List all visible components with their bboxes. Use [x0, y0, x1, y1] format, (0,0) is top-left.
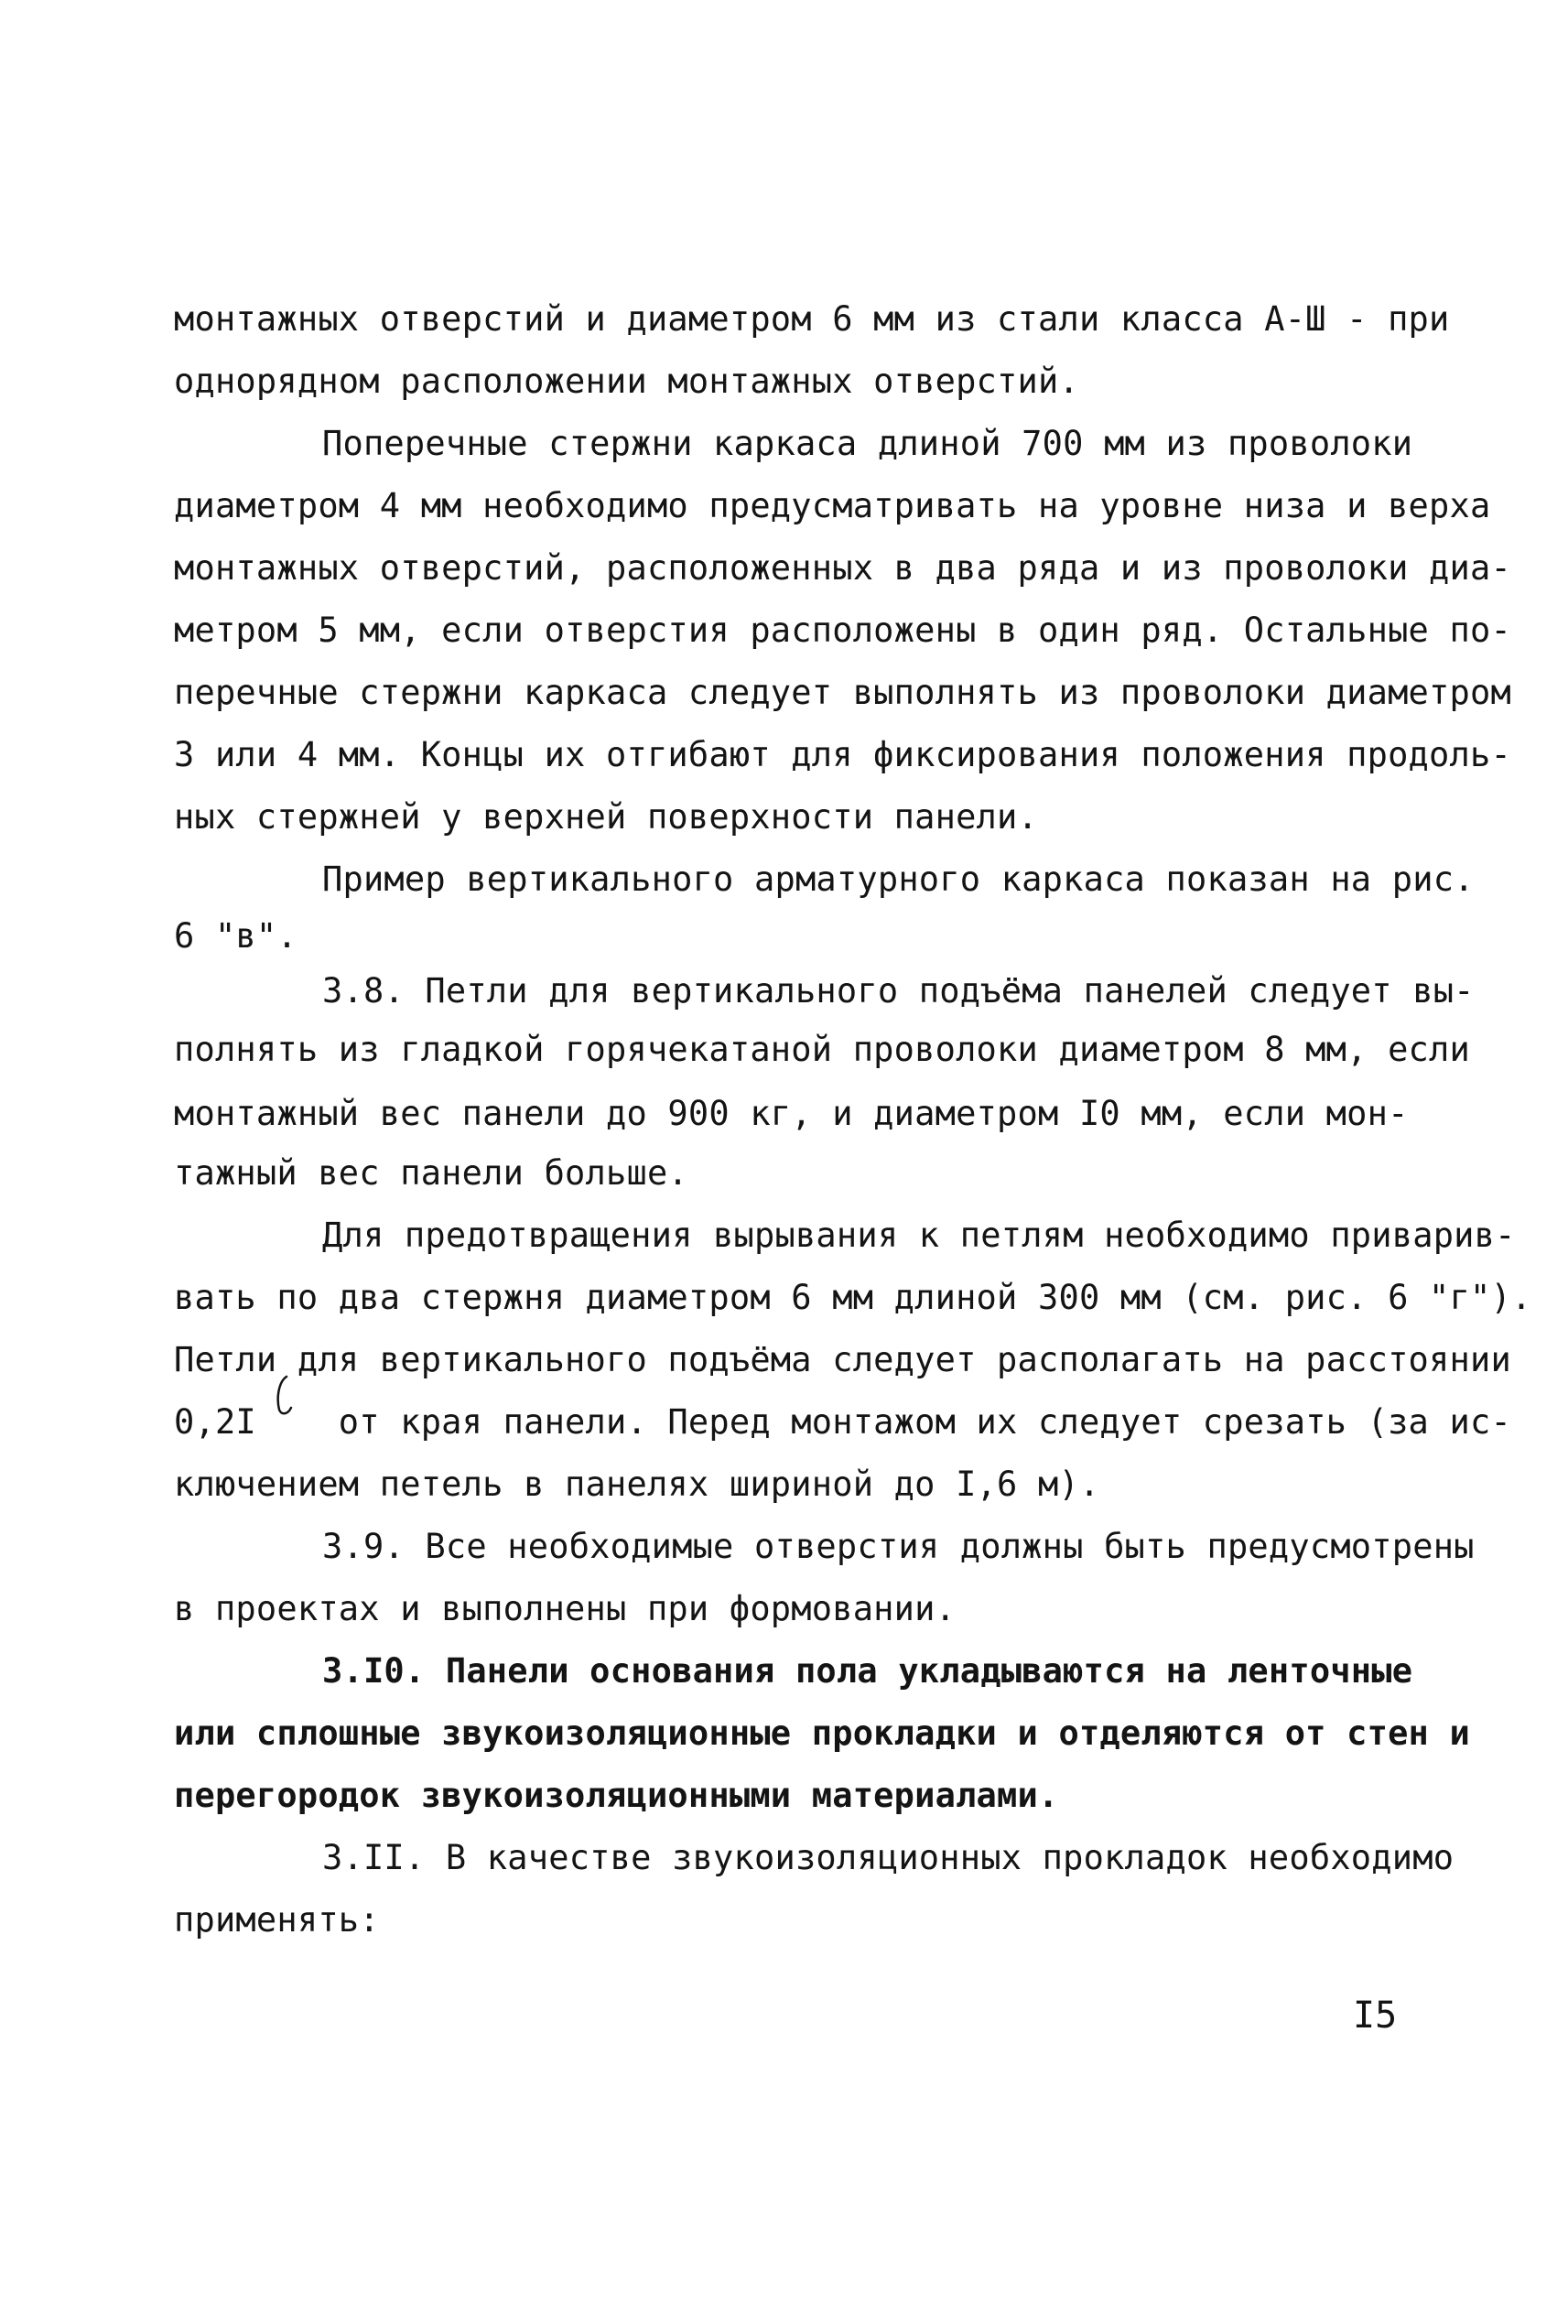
text-line: 3.II. В качестве звукоизоляционных прокладок необходимо — [322, 1838, 1454, 1877]
text-line: Поперечные стержни каркаса длиной 700 мм из проволоки — [322, 424, 1413, 463]
text-line: 6 "в". — [174, 916, 297, 956]
text-line: ключением петель в панелях шириной до I,6 м). — [174, 1465, 1100, 1504]
text-line: тажный вес панели больше. — [174, 1153, 688, 1193]
text-line: монтажных отверстий и диаметром 6 мм из стали класса А-Ш - при — [174, 299, 1450, 339]
text-line: монтажный вес панели до 900 кг, и диаметром I0 мм, если мон- — [174, 1094, 1409, 1133]
page-number: I5 — [1353, 1994, 1398, 2037]
text-line: перегородок звукоизоляционными материалами. — [174, 1776, 1059, 1815]
text-line: или сплошные звукоизоляционные прокладки и отделяются от стен и — [174, 1713, 1470, 1753]
text-line: монтажных отверстий, расположенных в два ряда и из проволоки диа- — [174, 548, 1511, 588]
text-line: однорядном расположении монтажных отверстий. — [174, 362, 1079, 401]
text-line: перечные стержни каркаса следует выполнять из проволоки диаметром — [174, 673, 1511, 712]
text-line: ных стержней у верхней поверхности панели. — [174, 797, 1038, 837]
text-line: 3.8. Петли для вертикального подъёма панелей следует вы- — [322, 971, 1475, 1011]
text-line: вать по два стержня диаметром 6 мм длиной 300 мм (см. рис. 6 "г"). — [174, 1278, 1532, 1317]
text-line: применять: — [174, 1900, 380, 1940]
text-line: Пример вертикального арматурного каркаса показан на рис. — [322, 859, 1475, 899]
text-line: 3.I0. Панели основания пола укладываются на ленточные — [322, 1651, 1413, 1691]
text-line: полнять из гладкой горячекатаной проволоки диаметром 8 мм, если — [174, 1030, 1470, 1069]
text-line: Для предотвращения вырывания к петлям необходимо приварив- — [322, 1216, 1516, 1255]
text-line: 3 или 4 мм. Концы их отгибают для фиксирования положения продоль- — [174, 735, 1511, 774]
text-line: диаметром 4 мм необходимо предусматривать на уровне низа и верха — [174, 486, 1491, 525]
script-l-symbol-icon — [273, 1373, 297, 1419]
text-line: в проектах и выполнены при формовании. — [174, 1589, 957, 1628]
text-line: метром 5 мм, если отверстия расположены в один ряд. Остальные по- — [174, 611, 1511, 650]
text-line: 3.9. Все необходимые отверстия должны быть предусмотрены — [322, 1527, 1475, 1566]
text-line: Петли для вертикального подъёма следует располагать на расстоянии — [174, 1340, 1511, 1379]
text-line: 0,2I от края панели. Перед монтажом их следует срезать (за ис- — [174, 1402, 1511, 1442]
